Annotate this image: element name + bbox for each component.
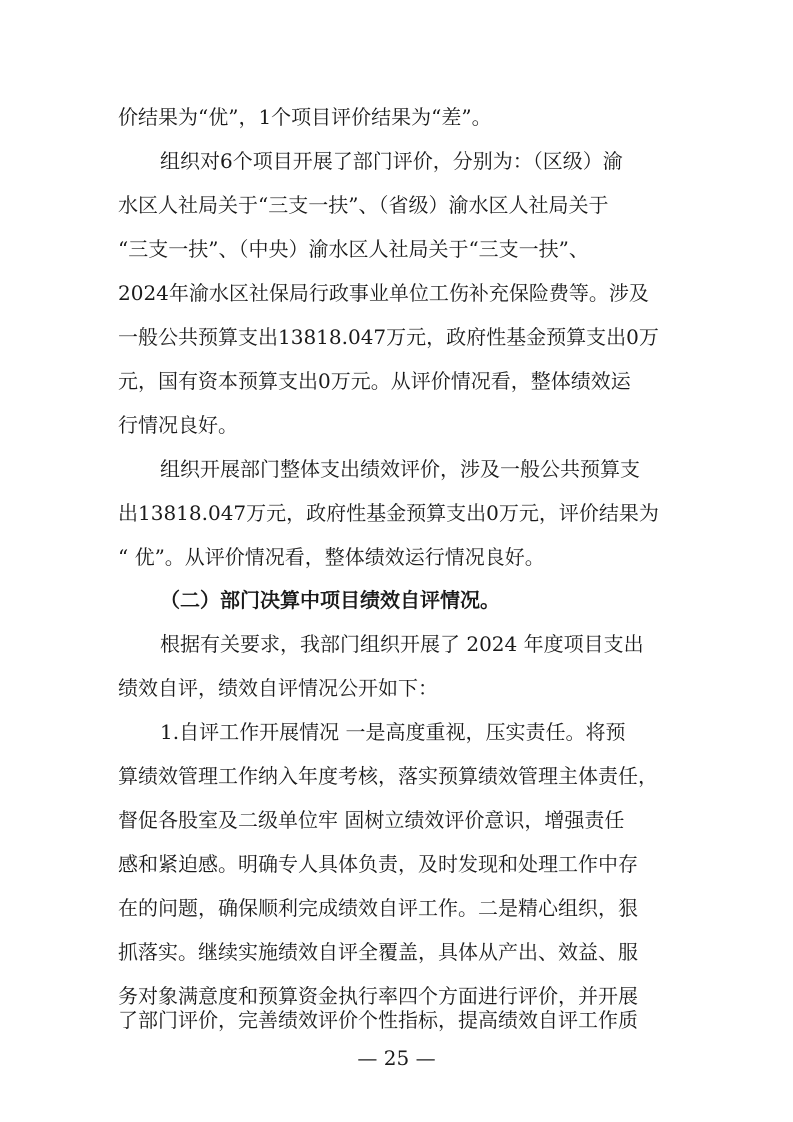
text-line: 务对象满意度和预算资金执行率四个方面进行评价，并开展 <box>118 984 638 1008</box>
text-line: 督促各股室及二级单位牢 固树立绩效评价意识，增强责任 <box>118 808 625 832</box>
text-line: 在的问题，确保顺利完成绩效自评工作。二是精心组织，狠 <box>118 896 638 920</box>
text-line: 一般公共预算支出13818.047万元，政府性基金预算支出0万 <box>118 325 659 349</box>
text-line: 抓落实。继续实施绩效自评全覆盖，具体从产出、效益、服 <box>118 940 638 964</box>
section-heading: （二）部门决算中项目绩效自评情况。 <box>160 588 500 612</box>
text-line: 根据有关要求，我部门组织开展了 2024 年度项目支出 <box>160 632 644 656</box>
text-line: 了部门评价，完善绩效评价个性指标，提高绩效自评工作质 <box>118 1008 638 1032</box>
text-line: 元，国有资本预算支出0万元。从评价情况看，整体绩效运 <box>118 369 631 393</box>
page-number: — 25 — <box>357 1046 436 1070</box>
text-line: 组织开展部门整体支出绩效评价，涉及一般公共预算支 <box>160 457 640 481</box>
text-line: 出13818.047万元，政府性基金预算支出0万元，评价结果为 <box>118 501 659 525</box>
text-line: 价结果为“优”，1个项目评价结果为“差”。 <box>118 105 492 129</box>
text-line: 绩效自评，绩效自评情况公开如下： <box>118 676 438 700</box>
text-line: 1.自评工作开展情况 一是高度重视，压实责任。将预 <box>160 720 626 744</box>
text-line: 感和紧迫感。明确专人具体负责，及时发现和处理工作中存 <box>118 852 638 876</box>
text-line: 算绩效管理工作纳入年度考核，落实预算绩效管理主体责任， <box>118 764 658 788</box>
text-line: 2024年渝水区社保局行政事业单位工伤补充保险费等。涉及 <box>118 281 649 305</box>
text-line: 行情况良好。 <box>118 413 238 437</box>
text-line: “ 优”。从评价情况看，整体绩效运行情况良好。 <box>118 545 545 569</box>
text-line: “三支一扶”、（中央）渝水区人社局关于“三支一扶”、 <box>118 237 589 261</box>
text-line: 组织对6个项目开展了部门评价，分别为：（区级）渝 <box>160 149 623 173</box>
text-line: 水区人社局关于“三支一扶”、（省级）渝水区人社局关于 <box>118 193 609 217</box>
